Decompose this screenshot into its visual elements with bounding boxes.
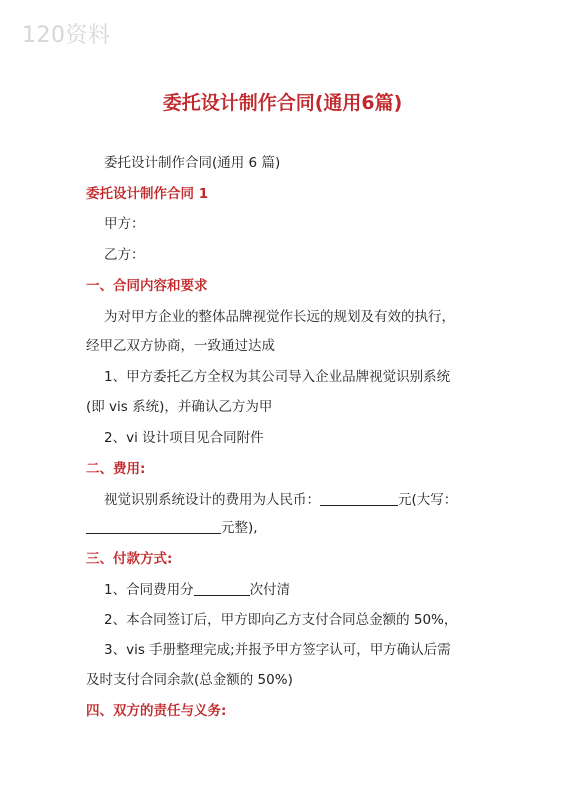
fee-uppercase-suffix: 元整),: [221, 520, 258, 536]
party-a-label: 甲方：: [104, 216, 145, 232]
document-title: 委托设计制作合同(通用6篇): [162, 92, 403, 114]
fee-line-2: [86, 516, 258, 536]
payment-installments-suffix: 次付清: [249, 582, 291, 598]
fee-uppercase-label: 元(大写：: [398, 492, 458, 508]
fee-line-1: [104, 488, 457, 508]
item-1-line-2: (即 vis 系统)，并确认乙方为甲: [86, 399, 273, 415]
section-heading-contract-1: 委托设计制作合同 1: [86, 186, 209, 202]
payment-item-3-line-2: 及时支付合同余款(总金额的 50%): [86, 672, 293, 688]
heading-payment-method: 三、付款方式:: [86, 551, 173, 567]
payment-item-1: [104, 578, 290, 598]
document-subtitle: 委托设计制作合同(通用 6 篇): [104, 155, 281, 171]
payment-installments-label: 1、合同费用分: [104, 582, 194, 598]
fee-amount-label: 视觉识别系统设计的费用为人民币：: [104, 492, 320, 508]
heading-contract-content: 一、合同内容和要求: [86, 278, 208, 294]
party-b-label: 乙方：: [104, 247, 145, 263]
intro-paragraph-line-1: 为对甲方企业的整体品牌视觉作长远的规划及有效的执行，: [104, 309, 455, 325]
fee-amount-blank: [320, 492, 398, 506]
payment-installments-blank: [194, 582, 250, 596]
item-1-line-1: 1、甲方委托乙方全权为其公司导入企业品牌视觉识别系统: [104, 369, 451, 385]
fee-uppercase-blank: [86, 520, 221, 534]
heading-fees: 二、费用:: [86, 461, 146, 477]
watermark: 120资料: [22, 23, 111, 48]
intro-paragraph-line-2: 经甲乙双方协商，一致通过达成: [86, 338, 275, 354]
heading-responsibilities: 四、双方的责任与义务:: [86, 703, 227, 719]
payment-item-2: 2、本合同签订后，甲方即向乙方支付合同总金额的 50%，: [104, 612, 458, 628]
item-2: 2、vi 设计项目见合同附件: [104, 430, 264, 446]
payment-item-3-line-1: 3、vis 手册整理完成;并报予甲方签字认可，甲方确认后需: [104, 642, 451, 658]
